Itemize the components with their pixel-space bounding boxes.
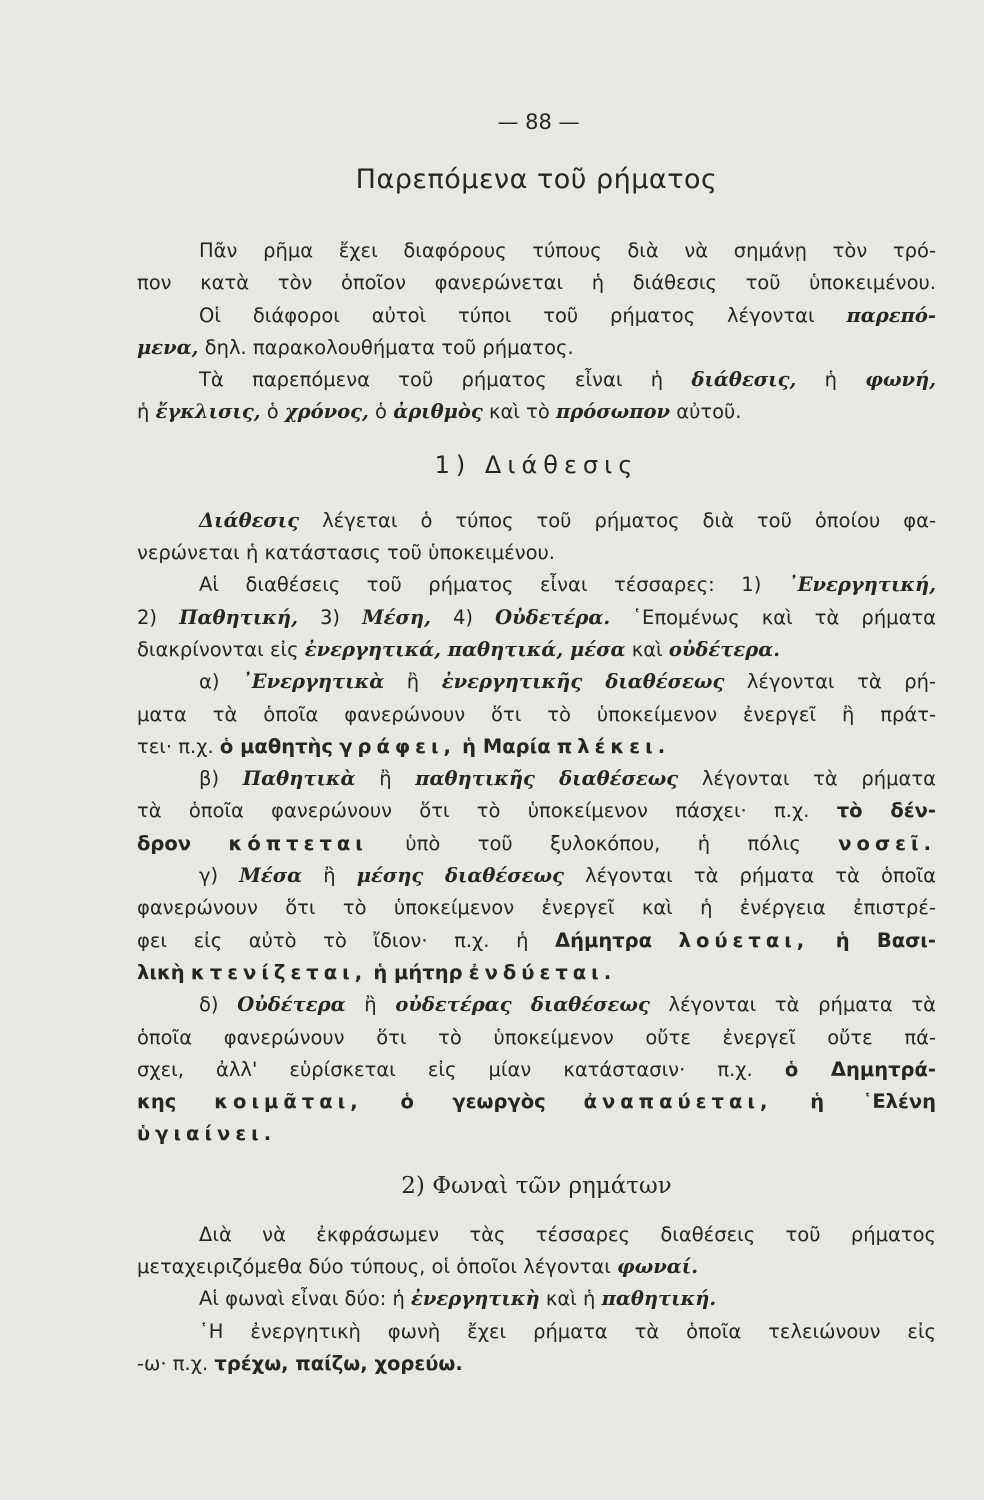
text-line: νερώνεται ἡ κατάστασις τοῦ ὑποκειμένου. bbox=[137, 541, 556, 565]
text-line: μεταχειριζόμεθα δύο τύπους, οἱ ὁποῖοι λέγονται φωναί. bbox=[137, 1255, 699, 1279]
text-line: Διὰ νὰ ἐκφράσωμεν τὰς τέσσαρες διαθέσεις τοῦ ρήματος bbox=[199, 1222, 936, 1246]
text-line: γ) Μέσα ἢ μέσης διαθέσεως λέγονται τὰ ρήματα τὰ ὁποῖα bbox=[199, 864, 937, 888]
text-line: 2) Παθητική, 3) Μέση, 4) Οὐδετέρα. ῾Επομένως καὶ τὰ ρήματα bbox=[137, 605, 937, 629]
text-line: φανερώνουν ὅτι τὸ ὑποκείμενον ἐνεργεῖ καὶ ἡ ἐνέργεια ἐπιστρέ- bbox=[137, 896, 936, 920]
text-line: ὑγιαίνει. bbox=[137, 1122, 277, 1146]
text-line: τὰ ὁποῖα φανερώνουν ὅτι τὸ ὑποκείμενον πάσχει· π.χ. τὸ δέν- bbox=[137, 799, 936, 823]
page-number: — 88 — bbox=[497, 110, 580, 134]
text-line: ἡ ἔγκλισις, ὁ χρόνος, ὁ ἀριθμὸς καὶ τὸ πρόσωπον αὐτοῦ. bbox=[137, 400, 742, 424]
text-line: -ω· π.χ. τρέχω, παίζω, χορεύω. bbox=[137, 1351, 463, 1375]
section-heading-diathesis: 1) Διάθεσις bbox=[434, 450, 639, 479]
text-line: φει εἰς αὐτὸ τὸ ἴδιον· π.χ. ἡ Δήμητρα λούεται, ἡ Βασι- bbox=[137, 928, 936, 952]
text-line: Οἱ διάφοροι αὐτοὶ τύποι τοῦ ρήματος λέγονται παρεπό- bbox=[199, 303, 936, 327]
page-title: Παρεπόμενα τοῦ ρήματος bbox=[355, 164, 718, 195]
text-line: Διάθεσις λέγεται ὁ τύπος τοῦ ρήματος διὰ τοῦ ὁποίου φα- bbox=[199, 508, 937, 532]
text-line: διακρίνονται εἰς ἐνεργητικά, παθητικά, μέσα καὶ οὐδέτερα. bbox=[137, 637, 780, 661]
text-line: α) ᾿Ενεργητικὰ ἢ ἐνεργητικῆς διαθέσεως λέγονται τὰ ρή- bbox=[199, 670, 937, 694]
section-heading-voices: 2) Φωναὶ τῶν ρημάτων bbox=[401, 1172, 672, 1199]
text-line: ματα τὰ ὁποῖα φανερώνουν ὅτι τὸ ὑποκείμενον ἐνεργεῖ ἢ πράτ- bbox=[137, 702, 936, 726]
text-line: δ) Οὐδέτερα ἢ οὐδετέρας διαθέσεως λέγονται τὰ ρήματα τὰ bbox=[199, 993, 937, 1017]
text-line: κης κοιμᾶται, ὁ γεωργὸς ἀναπαύεται, ἡ ῾Ελένη bbox=[137, 1090, 937, 1114]
text-line: Τὰ παρεπόμενα τοῦ ρήματος εἶναι ἡ διάθεσις, ἡ φωνή, bbox=[199, 368, 937, 392]
text-line: λικὴ κτενίζεται, ἡ μήτηρ ἐνδύεται. bbox=[137, 960, 617, 984]
text-line: μενα, δηλ. παρακολουθήματα τοῦ ρήματος. bbox=[137, 335, 574, 359]
text-line: δρον κόπτεται ὑπὸ τοῦ ξυλοκόπου, ἡ πόλις νοσεῖ. bbox=[137, 831, 936, 855]
text-line: Αἱ φωναὶ εἶναι δύο: ἡ ἐνεργητικὴ καὶ ἡ παθητική. bbox=[199, 1287, 717, 1311]
text-line: Πᾶν ρῆμα ἔχει διαφόρους τύπους διὰ νὰ σημάνῃ τὸν τρό- bbox=[199, 239, 936, 262]
text-line: ῾Η ἐνεργητικὴ φωνὴ ἔχει ρήματα τὰ ὁποῖα τελειώνουν εἰς bbox=[199, 1319, 936, 1343]
text-line: Αἱ διαθέσεις τοῦ ρήματος εἶναι τέσσαρες: 1) ᾿Ενεργητική, bbox=[199, 573, 936, 597]
text-line: β) Παθητικὰ ἢ παθητικῆς διαθέσεως λέγονται τὰ ρήματα bbox=[199, 767, 936, 791]
text-line: ὁποῖα φανερώνουν ὅτι τὸ ὑποκείμενον οὔτε ἐνεργεῖ οὔτε πά- bbox=[137, 1025, 936, 1049]
text-line: σχει, ἀλλ' εὑρίσκεται εἰς μίαν κατάστασιν· π.χ. ὁ Δημητρά- bbox=[137, 1057, 936, 1081]
text-line: τει· π.χ. ὁ μαθητὴς γράφει, ἡ Μαρία πλέκει. bbox=[137, 734, 671, 758]
text-line: πον κατὰ τὸν ὁποῖον φανερώνεται ἡ διάθεσις τοῦ ὑποκειμένου. bbox=[137, 271, 936, 295]
